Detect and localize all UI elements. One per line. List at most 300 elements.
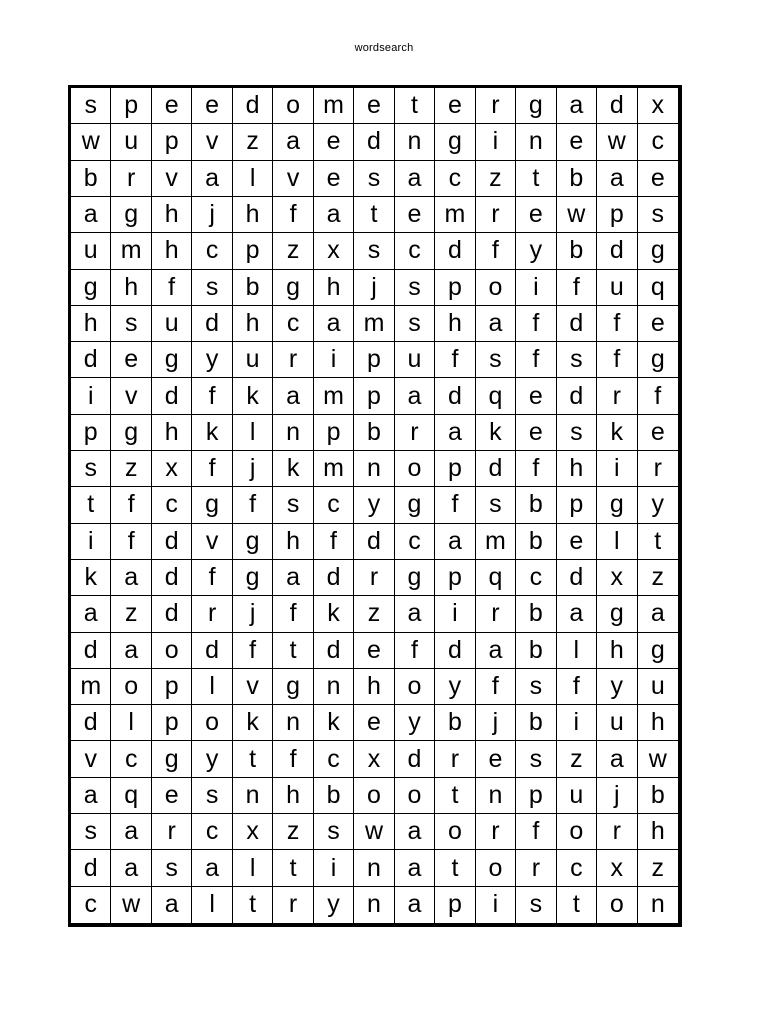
grid-cell[interactable]: x xyxy=(597,560,637,596)
grid-cell[interactable]: e xyxy=(395,197,435,233)
grid-cell[interactable]: v xyxy=(192,124,232,160)
grid-cell[interactable]: g xyxy=(597,596,637,632)
grid-cell[interactable]: p xyxy=(71,415,111,451)
grid-cell[interactable]: h xyxy=(233,306,273,342)
grid-cell[interactable]: r xyxy=(354,560,394,596)
grid-cell[interactable]: a xyxy=(395,378,435,414)
grid-cell[interactable]: f xyxy=(111,487,151,523)
grid-cell[interactable]: z xyxy=(273,233,313,269)
grid-cell[interactable]: f xyxy=(516,814,556,850)
grid-cell[interactable]: d xyxy=(152,524,192,560)
grid-cell[interactable]: g xyxy=(152,741,192,777)
grid-cell[interactable]: r xyxy=(435,741,475,777)
grid-cell[interactable]: k xyxy=(192,415,232,451)
grid-cell[interactable]: e xyxy=(638,415,678,451)
grid-cell[interactable]: l xyxy=(233,161,273,197)
grid-cell[interactable]: l xyxy=(111,705,151,741)
grid-cell[interactable]: y xyxy=(597,669,637,705)
grid-cell[interactable]: p xyxy=(111,88,151,124)
grid-cell[interactable]: s xyxy=(395,270,435,306)
grid-cell[interactable]: l xyxy=(192,887,232,923)
grid-cell[interactable]: q xyxy=(476,378,516,414)
grid-cell[interactable]: p xyxy=(354,378,394,414)
grid-cell[interactable]: r xyxy=(597,814,637,850)
grid-cell[interactable]: k xyxy=(273,451,313,487)
grid-cell[interactable]: g xyxy=(435,124,475,160)
grid-cell[interactable]: l xyxy=(192,669,232,705)
grid-cell[interactable]: e xyxy=(354,633,394,669)
grid-cell[interactable]: j xyxy=(192,197,232,233)
grid-cell[interactable]: l xyxy=(233,415,273,451)
grid-cell[interactable]: g xyxy=(111,197,151,233)
grid-cell[interactable]: k xyxy=(476,415,516,451)
grid-cell[interactable]: n xyxy=(395,124,435,160)
grid-cell[interactable]: d xyxy=(152,560,192,596)
grid-cell[interactable]: r xyxy=(476,596,516,632)
grid-cell[interactable]: t xyxy=(516,161,556,197)
grid-cell[interactable]: f xyxy=(597,342,637,378)
grid-cell[interactable]: v xyxy=(273,161,313,197)
grid-cell[interactable]: t xyxy=(273,633,313,669)
grid-cell[interactable]: d xyxy=(233,88,273,124)
grid-cell[interactable]: r xyxy=(111,161,151,197)
grid-cell[interactable]: h xyxy=(435,306,475,342)
grid-cell[interactable]: z xyxy=(638,850,678,886)
grid-cell[interactable]: q xyxy=(111,778,151,814)
grid-cell[interactable]: i xyxy=(314,342,354,378)
grid-cell[interactable]: p xyxy=(597,197,637,233)
grid-cell[interactable]: f xyxy=(516,451,556,487)
grid-cell[interactable]: g xyxy=(233,524,273,560)
grid-cell[interactable]: y xyxy=(395,705,435,741)
grid-cell[interactable]: d xyxy=(192,306,232,342)
grid-cell[interactable]: v xyxy=(111,378,151,414)
grid-cell[interactable]: x xyxy=(597,850,637,886)
grid-cell[interactable]: d xyxy=(71,633,111,669)
grid-cell[interactable]: g xyxy=(111,415,151,451)
grid-cell[interactable]: f xyxy=(516,306,556,342)
grid-cell[interactable]: d xyxy=(71,705,111,741)
grid-cell[interactable]: s xyxy=(314,814,354,850)
grid-cell[interactable]: k xyxy=(233,705,273,741)
grid-cell[interactable]: j xyxy=(476,705,516,741)
grid-cell[interactable]: i xyxy=(476,124,516,160)
grid-cell[interactable]: s xyxy=(71,88,111,124)
grid-cell[interactable]: p xyxy=(233,233,273,269)
grid-cell[interactable]: h xyxy=(71,306,111,342)
grid-cell[interactable]: s xyxy=(476,487,516,523)
grid-cell[interactable]: o xyxy=(476,850,516,886)
grid-cell[interactable]: s xyxy=(557,342,597,378)
grid-cell[interactable]: c xyxy=(152,487,192,523)
grid-cell[interactable]: p xyxy=(516,778,556,814)
grid-cell[interactable]: s xyxy=(395,306,435,342)
grid-cell[interactable]: o xyxy=(192,705,232,741)
grid-cell[interactable]: o xyxy=(557,814,597,850)
grid-cell[interactable]: k xyxy=(314,705,354,741)
grid-cell[interactable]: s xyxy=(516,887,556,923)
grid-cell[interactable]: d xyxy=(71,850,111,886)
grid-cell[interactable]: n xyxy=(354,887,394,923)
grid-cell[interactable]: m xyxy=(71,669,111,705)
grid-cell[interactable]: c xyxy=(111,741,151,777)
grid-cell[interactable]: f xyxy=(557,669,597,705)
grid-cell[interactable]: g xyxy=(516,88,556,124)
grid-cell[interactable]: a xyxy=(597,161,637,197)
grid-cell[interactable]: a xyxy=(111,633,151,669)
grid-cell[interactable]: t xyxy=(233,741,273,777)
grid-cell[interactable]: g xyxy=(638,633,678,669)
grid-cell[interactable]: n xyxy=(476,778,516,814)
grid-cell[interactable]: n xyxy=(314,669,354,705)
grid-cell[interactable]: a xyxy=(476,306,516,342)
grid-cell[interactable]: k xyxy=(71,560,111,596)
grid-cell[interactable]: i xyxy=(71,524,111,560)
grid-cell[interactable]: i xyxy=(71,378,111,414)
grid-cell[interactable]: a xyxy=(71,596,111,632)
grid-cell[interactable]: h xyxy=(638,814,678,850)
grid-cell[interactable]: u xyxy=(233,342,273,378)
grid-cell[interactable]: s xyxy=(516,741,556,777)
grid-cell[interactable]: h xyxy=(273,524,313,560)
grid-cell[interactable]: o xyxy=(273,88,313,124)
grid-cell[interactable]: n xyxy=(354,451,394,487)
grid-cell[interactable]: g xyxy=(638,233,678,269)
grid-cell[interactable]: p xyxy=(435,451,475,487)
grid-cell[interactable]: d xyxy=(557,560,597,596)
grid-cell[interactable]: e xyxy=(111,342,151,378)
grid-cell[interactable]: e xyxy=(557,124,597,160)
grid-cell[interactable]: a xyxy=(273,560,313,596)
grid-cell[interactable]: r xyxy=(273,887,313,923)
grid-cell[interactable]: a xyxy=(395,161,435,197)
grid-cell[interactable]: d xyxy=(71,342,111,378)
grid-cell[interactable]: a xyxy=(395,814,435,850)
grid-cell[interactable]: u xyxy=(597,270,637,306)
grid-cell[interactable]: j xyxy=(233,451,273,487)
grid-cell[interactable]: o xyxy=(152,633,192,669)
grid-cell[interactable]: a xyxy=(71,197,111,233)
grid-cell[interactable]: a xyxy=(557,88,597,124)
grid-cell[interactable]: x xyxy=(152,451,192,487)
grid-cell[interactable]: w xyxy=(111,887,151,923)
grid-cell[interactable]: a xyxy=(597,741,637,777)
grid-cell[interactable]: w xyxy=(557,197,597,233)
grid-cell[interactable]: s xyxy=(516,669,556,705)
grid-cell[interactable]: f xyxy=(557,270,597,306)
grid-cell[interactable]: s xyxy=(192,778,232,814)
grid-cell[interactable]: b xyxy=(516,705,556,741)
grid-cell[interactable]: d xyxy=(557,306,597,342)
grid-cell[interactable]: y xyxy=(314,887,354,923)
grid-cell[interactable]: w xyxy=(354,814,394,850)
grid-cell[interactable]: d xyxy=(395,741,435,777)
grid-cell[interactable]: o xyxy=(435,814,475,850)
grid-cell[interactable]: a xyxy=(476,633,516,669)
grid-cell[interactable]: a xyxy=(435,524,475,560)
grid-cell[interactable]: c xyxy=(314,741,354,777)
grid-cell[interactable]: a xyxy=(638,596,678,632)
grid-cell[interactable]: r xyxy=(597,378,637,414)
grid-cell[interactable]: t xyxy=(354,197,394,233)
grid-cell[interactable]: x xyxy=(314,233,354,269)
grid-cell[interactable]: s xyxy=(71,451,111,487)
grid-cell[interactable]: x xyxy=(354,741,394,777)
grid-cell[interactable]: f xyxy=(435,487,475,523)
grid-cell[interactable]: p xyxy=(152,705,192,741)
grid-cell[interactable]: f xyxy=(597,306,637,342)
grid-cell[interactable]: v xyxy=(71,741,111,777)
grid-cell[interactable]: k xyxy=(597,415,637,451)
grid-cell[interactable]: e xyxy=(638,161,678,197)
grid-cell[interactable]: d xyxy=(314,560,354,596)
grid-cell[interactable]: i xyxy=(314,850,354,886)
grid-cell[interactable]: b xyxy=(435,705,475,741)
grid-cell[interactable]: d xyxy=(354,524,394,560)
grid-cell[interactable]: b xyxy=(638,778,678,814)
grid-cell[interactable]: j xyxy=(354,270,394,306)
grid-cell[interactable]: a xyxy=(71,778,111,814)
grid-cell[interactable]: e xyxy=(435,88,475,124)
grid-cell[interactable]: f xyxy=(233,487,273,523)
grid-cell[interactable]: g xyxy=(638,342,678,378)
grid-cell[interactable]: n xyxy=(273,705,313,741)
grid-cell[interactable]: v xyxy=(233,669,273,705)
grid-cell[interactable]: c xyxy=(273,306,313,342)
grid-cell[interactable]: e xyxy=(354,88,394,124)
grid-cell[interactable]: e xyxy=(152,778,192,814)
grid-cell[interactable]: s xyxy=(354,161,394,197)
grid-cell[interactable]: f xyxy=(435,342,475,378)
grid-cell[interactable]: d xyxy=(476,451,516,487)
grid-cell[interactable]: t xyxy=(273,850,313,886)
grid-cell[interactable]: l xyxy=(233,850,273,886)
grid-cell[interactable]: r xyxy=(516,850,556,886)
grid-cell[interactable]: g xyxy=(273,270,313,306)
grid-cell[interactable]: h xyxy=(152,233,192,269)
grid-cell[interactable]: i xyxy=(516,270,556,306)
grid-cell[interactable]: p xyxy=(354,342,394,378)
grid-cell[interactable]: j xyxy=(597,778,637,814)
grid-cell[interactable]: d xyxy=(435,378,475,414)
grid-cell[interactable]: r xyxy=(395,415,435,451)
grid-cell[interactable]: a xyxy=(395,850,435,886)
grid-cell[interactable]: l xyxy=(597,524,637,560)
grid-cell[interactable]: o xyxy=(476,270,516,306)
grid-cell[interactable]: p xyxy=(557,487,597,523)
grid-cell[interactable]: p xyxy=(152,669,192,705)
grid-cell[interactable]: h xyxy=(597,633,637,669)
grid-cell[interactable]: g xyxy=(71,270,111,306)
grid-cell[interactable]: d xyxy=(314,633,354,669)
grid-cell[interactable]: b xyxy=(354,415,394,451)
grid-cell[interactable]: o xyxy=(354,778,394,814)
grid-cell[interactable]: y xyxy=(354,487,394,523)
grid-cell[interactable]: r xyxy=(476,814,516,850)
grid-cell[interactable]: f xyxy=(192,560,232,596)
grid-cell[interactable]: r xyxy=(476,197,516,233)
grid-cell[interactable]: p xyxy=(152,124,192,160)
grid-cell[interactable]: h xyxy=(233,197,273,233)
grid-cell[interactable]: f xyxy=(192,378,232,414)
grid-cell[interactable]: h xyxy=(273,778,313,814)
grid-cell[interactable]: c xyxy=(435,161,475,197)
grid-cell[interactable]: d xyxy=(152,596,192,632)
grid-cell[interactable]: g xyxy=(152,342,192,378)
grid-cell[interactable]: t xyxy=(435,850,475,886)
grid-cell[interactable]: r xyxy=(152,814,192,850)
grid-cell[interactable]: u xyxy=(152,306,192,342)
grid-cell[interactable]: f xyxy=(192,451,232,487)
grid-cell[interactable]: e xyxy=(516,197,556,233)
grid-cell[interactable]: s xyxy=(557,415,597,451)
grid-cell[interactable]: s xyxy=(638,197,678,233)
grid-cell[interactable]: e xyxy=(152,88,192,124)
grid-cell[interactable]: d xyxy=(152,378,192,414)
grid-cell[interactable]: y xyxy=(516,233,556,269)
grid-cell[interactable]: n xyxy=(354,850,394,886)
grid-cell[interactable]: m xyxy=(314,451,354,487)
grid-cell[interactable]: h xyxy=(638,705,678,741)
grid-cell[interactable]: g xyxy=(597,487,637,523)
grid-cell[interactable]: f xyxy=(476,233,516,269)
grid-cell[interactable]: r xyxy=(638,451,678,487)
grid-cell[interactable]: d xyxy=(354,124,394,160)
grid-cell[interactable]: c xyxy=(395,524,435,560)
grid-cell[interactable]: m xyxy=(435,197,475,233)
grid-cell[interactable]: j xyxy=(233,596,273,632)
grid-cell[interactable]: t xyxy=(395,88,435,124)
grid-cell[interactable]: a xyxy=(314,197,354,233)
grid-cell[interactable]: z xyxy=(638,560,678,596)
grid-cell[interactable]: g xyxy=(395,560,435,596)
grid-cell[interactable]: b xyxy=(516,633,556,669)
grid-cell[interactable]: f xyxy=(233,633,273,669)
grid-cell[interactable]: g xyxy=(273,669,313,705)
grid-cell[interactable]: g xyxy=(395,487,435,523)
grid-cell[interactable]: a xyxy=(435,415,475,451)
grid-cell[interactable]: t xyxy=(233,887,273,923)
grid-cell[interactable]: a xyxy=(111,814,151,850)
grid-cell[interactable]: q xyxy=(638,270,678,306)
grid-cell[interactable]: d xyxy=(597,233,637,269)
grid-cell[interactable]: v xyxy=(192,524,232,560)
grid-cell[interactable]: n xyxy=(273,415,313,451)
grid-cell[interactable]: f xyxy=(476,669,516,705)
grid-cell[interactable]: f xyxy=(111,524,151,560)
grid-cell[interactable]: r xyxy=(192,596,232,632)
grid-cell[interactable]: f xyxy=(273,596,313,632)
grid-cell[interactable]: n xyxy=(233,778,273,814)
grid-cell[interactable]: k xyxy=(233,378,273,414)
grid-cell[interactable]: s xyxy=(476,342,516,378)
grid-cell[interactable]: b xyxy=(516,487,556,523)
grid-cell[interactable]: y xyxy=(192,741,232,777)
grid-cell[interactable]: o xyxy=(395,451,435,487)
grid-cell[interactable]: s xyxy=(354,233,394,269)
grid-cell[interactable]: y xyxy=(435,669,475,705)
grid-cell[interactable]: z xyxy=(273,814,313,850)
grid-cell[interactable]: x xyxy=(233,814,273,850)
grid-cell[interactable]: f xyxy=(516,342,556,378)
grid-cell[interactable]: e xyxy=(192,88,232,124)
grid-cell[interactable]: s xyxy=(152,850,192,886)
grid-cell[interactable]: p xyxy=(435,560,475,596)
grid-cell[interactable]: f xyxy=(395,633,435,669)
grid-cell[interactable]: o xyxy=(111,669,151,705)
grid-cell[interactable]: a xyxy=(395,596,435,632)
grid-cell[interactable]: n xyxy=(650,890,665,919)
grid-cell[interactable]: h xyxy=(314,270,354,306)
grid-cell[interactable]: z xyxy=(111,596,151,632)
grid-cell[interactable]: a xyxy=(192,161,232,197)
grid-cell[interactable]: f xyxy=(273,197,313,233)
grid-cell[interactable]: c xyxy=(71,887,111,923)
grid-cell[interactable]: d xyxy=(435,233,475,269)
grid-cell[interactable]: f xyxy=(638,378,678,414)
grid-cell[interactable]: a xyxy=(111,850,151,886)
grid-cell[interactable]: x xyxy=(638,88,678,124)
grid-cell[interactable]: b xyxy=(557,161,597,197)
grid-cell[interactable]: w xyxy=(71,124,111,160)
grid-cell[interactable]: z xyxy=(476,161,516,197)
grid-cell[interactable]: z xyxy=(111,451,151,487)
grid-cell[interactable]: t xyxy=(435,778,475,814)
grid-cell[interactable]: u xyxy=(111,124,151,160)
grid-cell[interactable]: w xyxy=(597,124,637,160)
grid-cell[interactable]: h xyxy=(354,669,394,705)
grid-cell[interactable]: a xyxy=(557,596,597,632)
grid-cell[interactable]: a xyxy=(111,560,151,596)
grid-cell[interactable]: c xyxy=(638,124,678,160)
grid-cell[interactable]: u xyxy=(71,233,111,269)
grid-cell[interactable]: a xyxy=(192,850,232,886)
grid-cell[interactable]: d xyxy=(557,378,597,414)
grid-cell[interactable]: e xyxy=(314,124,354,160)
grid-cell[interactable]: a xyxy=(314,306,354,342)
grid-cell[interactable]: s xyxy=(71,814,111,850)
grid-cell[interactable]: d xyxy=(435,633,475,669)
grid-cell[interactable]: w xyxy=(638,741,678,777)
grid-cell[interactable]: o xyxy=(395,778,435,814)
grid-cell[interactable]: s xyxy=(273,487,313,523)
grid-cell[interactable]: d xyxy=(192,633,232,669)
grid-cell[interactable]: h xyxy=(152,197,192,233)
grid-cell[interactable]: o xyxy=(597,887,637,923)
grid-cell[interactable]: p xyxy=(435,887,475,923)
grid-cell[interactable]: h xyxy=(111,270,151,306)
grid-cell[interactable]: i xyxy=(476,887,516,923)
grid-cell[interactable]: o xyxy=(395,669,435,705)
grid-cell[interactable]: l xyxy=(557,633,597,669)
grid-cell[interactable]: c xyxy=(395,233,435,269)
grid-cell[interactable]: a xyxy=(273,124,313,160)
grid-cell[interactable]: e xyxy=(354,705,394,741)
grid-cell[interactable]: m xyxy=(314,378,354,414)
grid-cell[interactable]: t xyxy=(638,524,678,560)
grid-cell[interactable]: u xyxy=(638,669,678,705)
grid-cell[interactable]: p xyxy=(435,270,475,306)
grid-cell[interactable]: d xyxy=(597,88,637,124)
grid-cell[interactable]: y xyxy=(192,342,232,378)
grid-cell[interactable]: f xyxy=(314,524,354,560)
grid-cell[interactable]: p xyxy=(314,415,354,451)
grid-cell[interactable]: t xyxy=(557,887,597,923)
grid-cell[interactable]: c xyxy=(314,487,354,523)
grid-cell[interactable]: v xyxy=(152,161,192,197)
grid-cell[interactable]: q xyxy=(476,560,516,596)
grid-cell[interactable]: b xyxy=(233,270,273,306)
